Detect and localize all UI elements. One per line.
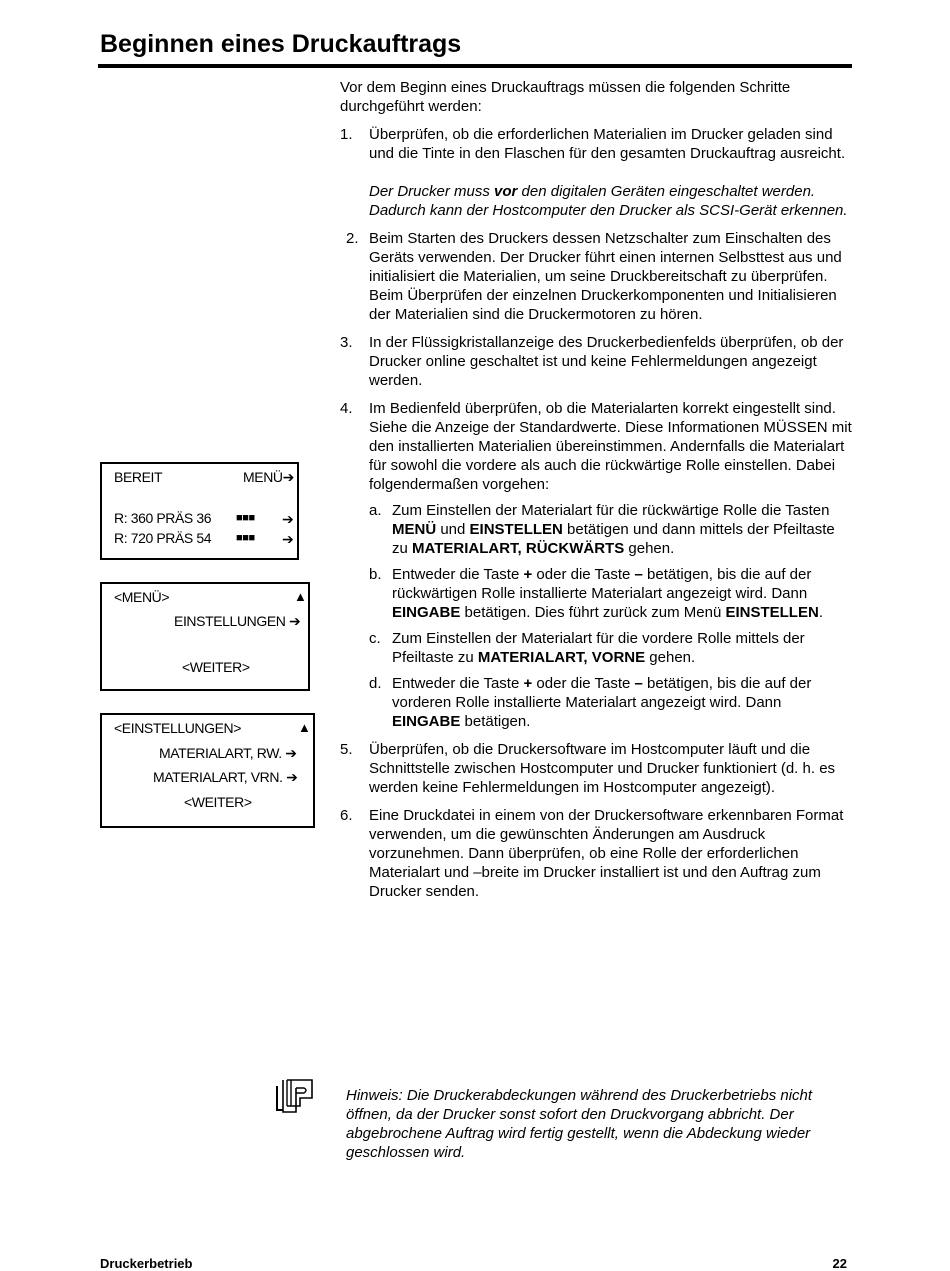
intro-text: Vor dem Beginn eines Druckauftrags müssen die folgenden Schritte durchgeführt werden: [340, 79, 791, 115]
lcd-row-1: R: 360 PRÄS 36 [114, 510, 212, 526]
lcd-display-menu [100, 582, 310, 691]
title-rule [98, 64, 852, 68]
list-item [340, 740, 852, 797]
level-blocks-icon: ■■■ [236, 532, 255, 544]
lcd-header: <MENÜ> [114, 589, 170, 605]
step-number: 1. [340, 126, 353, 143]
triangle-up-icon: ▲ [298, 720, 311, 735]
lcd-display-settings [100, 713, 315, 828]
step-number: 6. [340, 807, 353, 824]
lcd-more: <WEITER> [182, 659, 250, 675]
hint-text: Hinweis: Die Druckerabdeckungen während des Druckerbetriebs nicht öffnen, da der Drucker sonst sofort den Druckvorgang abbricht. Der abgebrochene Auftrag wird fertig gestellt, wenn die Abdeckung wieder geschlossen wird. [346, 1087, 813, 1161]
arrow-right-icon: ➔ [282, 531, 294, 547]
level-blocks-icon: ■■■ [236, 512, 255, 524]
list-item [340, 399, 852, 731]
step-text: Beim Starten des Druckers dessen Netzschalter zum Einschalten des Geräts verwenden. Der Drucker führt einen internen Selbsttest aus und initialisiert die Materialien, um seine Druckbereitschaft zu überprüfen. Beim Überprüfen der einzelnen Druckerkomponenten und Initialisieren der Materialien sind die Druckermotoren zu hören. [369, 230, 842, 323]
sub-list-item: b. Entweder die Taste + oder die Taste – betätigen, bis die auf der rückwärtigen Rolle installierte Materialart angezeigt wird. Dann EINGABE betätigen. Dies führt zurück zum Menü EINSTELLEN. [369, 566, 823, 621]
step-note: Der Drucker muss vor den digitalen Geräten eingeschaltet werden. Dadurch kann der Hostcomputer den Drucker als SCSI-Gerät erkennen. [369, 183, 848, 219]
footer-section: Druckerbetrieb [100, 1256, 193, 1271]
lcd-status: BEREIT [114, 469, 163, 485]
lcd-item-1: MATERIALART, RW. ➔ [159, 745, 297, 761]
sub-list-item: a. Zum Einstellen der Materialart für die rückwärtige Rolle die Tasten MENÜ und EINSTELLEN betätigen und dann mittels der Pfeiltaste zu MATERIALART, RÜCKWÄRTS gehen. [369, 502, 835, 557]
step-text: In der Flüssigkristallanzeige des Druckerbedienfelds überprüfen, ob der Drucker online geschaltet ist und keine Fehlermeldungen angezeigt werden. [369, 334, 844, 389]
arrow-right-icon: ➔ [286, 769, 298, 785]
list-item [340, 125, 852, 220]
note-hand-icon [274, 1076, 316, 1116]
lcd-more: <WEITER> [184, 794, 252, 810]
lcd-display-ready [100, 462, 299, 560]
arrow-right-icon: ➔ [289, 613, 301, 629]
step-number: 2. [346, 230, 359, 247]
page-title: Beginnen eines Druckauftrags [100, 30, 462, 58]
list-item [340, 333, 852, 390]
sub-list-item: d. Entweder die Taste + oder die Taste – betätigen, bis die auf der vorderen Rolle installierte Materialart angezeigt wird. Dann EINGABE betätigen. [369, 675, 812, 730]
main-content [340, 78, 852, 910]
step-number: 4. [340, 400, 353, 417]
lcd-item: EINSTELLUNGEN ➔ [174, 613, 301, 629]
page-number: 22 [832, 1256, 847, 1271]
arrow-right-icon: ➔ [285, 745, 297, 761]
arrow-right-icon: ➔ [282, 469, 294, 485]
step-number: 3. [340, 334, 353, 351]
lcd-row-2: R: 720 PRÄS 54 [114, 530, 212, 546]
lcd-menu: MENÜ➔ [243, 469, 294, 485]
list-item [340, 806, 852, 901]
lcd-header: <EINSTELLUNGEN> [114, 720, 242, 736]
arrow-right-icon: ➔ [282, 511, 294, 527]
step-text: Überprüfen, ob die Druckersoftware im Hostcomputer läuft und die Schnittstelle zwischen Hostcomputer und Drucker funktioniert (d. h. es werden keine Fehlermeldungen im Hostcomputer angezeigt). [369, 741, 836, 796]
lcd-item-2: MATERIALART, VRN. ➔ [153, 769, 298, 785]
step-number: 5. [340, 741, 353, 758]
triangle-up-icon: ▲ [294, 589, 307, 604]
step-text: Überprüfen, ob die erforderlichen Materialien im Drucker geladen sind und die Tinte in den Flaschen für den gesamten Druckauftrag ausreicht. [369, 126, 846, 162]
step-text: Eine Druckdatei in einem von der Druckersoftware erkennbaren Format verwenden, um die gewünschten Änderungen am Ausdruck vorzunehmen. Dann überprüfen, ob eine Rolle der erforderlichen Materialart und –breite im Drucker installiert ist und den Auftrag zum Drucker senden. [369, 807, 844, 900]
step-text: Im Bedienfeld überprüfen, ob die Materialarten korrekt eingestellt sind. Siehe die Anzeige der Standardwerte. Diese Informationen MÜSSEN mit den installierten Materialien übereinstimmen. Andernfalls die Materialart für sowohl die vordere als auch die rückwärtige Rolle einstellen. Dabei folgendermaßen vorgehen: [369, 400, 852, 493]
list-item [340, 229, 852, 324]
sub-list-item: c. Zum Einstellen der Materialart für die vordere Rolle mittels der Pfeiltaste zu MATERIALART, VORNE gehen. [369, 630, 805, 666]
